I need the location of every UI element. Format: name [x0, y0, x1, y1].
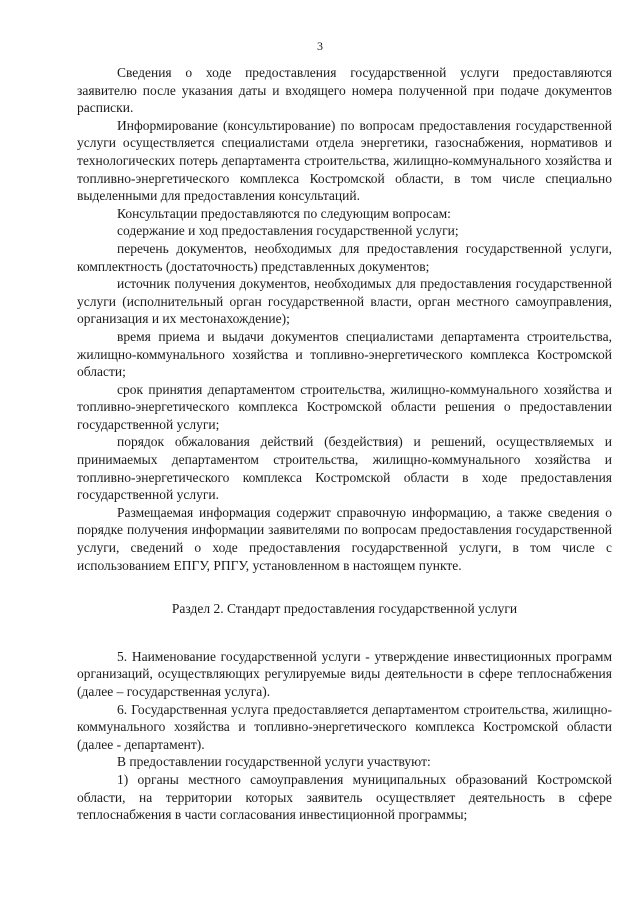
- paragraph: срок принятия департаментом строительства, жилищно-коммунального хозяйства и топливно-энергетического комплекса Костромской области решения о предоставлении государственной услуги;: [77, 381, 612, 432]
- paragraph: время приема и выдачи документов специалистами департамента строительства, жилищно-коммунального хозяйства и топливно-энергетического комплекса Костромской области;: [77, 328, 612, 380]
- page-number: 3: [317, 39, 323, 53]
- paragraph: источник получения документов, необходимых для предоставления государственной услуги (исполнительный орган государственной власти, орган местного самоуправления, организация и их местонахождение);: [77, 276, 612, 327]
- paragraph: Размещаемая информация содержит справочную информацию, а также сведения о порядке получения информации заявителями по вопросам предоставления государственной услуги, сведений о ходе предоставления государственной услуги, в том числе с использованием ЕПГУ, РПГУ, установленном в настоящем пункте.: [77, 504, 612, 573]
- paragraph: порядок обжалования действий (бездействия) и решений, осуществляемых и принимаемых департаментом строительства, жилищно-коммунального хозяйства и топливно-энергетического комплекса Костромской области в ходе предоставления государственной услуги.: [77, 434, 612, 503]
- paragraph: перечень документов, необходимых для предоставления государственной услуги, комплектность (достаточность) представленных документов;: [77, 240, 612, 274]
- paragraph: 5. Наименование государственной услуги - утверждение инвестиционных программ организаций, осуществляющих регулируемые виды деятельности в сфере теплоснабжения (далее – государственная услуга).: [77, 648, 612, 699]
- paragraph: Сведения о ходе предоставления государственной услуги предоставляются заявителю после указания даты и входящего номера полученной при подаче документов расписки.: [77, 65, 612, 116]
- paragraph: 1) органы местного самоуправления муниципальных образований Костромской области, на территории которых заявитель осуществляет деятельность в сфере теплоснабжения в части согласования инвестиционной программы;: [77, 771, 612, 823]
- paragraph: содержание и ход предоставления государственной услуги;: [117, 223, 459, 239]
- document-body: [77, 64, 612, 824]
- section-title: Раздел 2. Стандарт предоставления государственной услуги: [171, 601, 518, 617]
- paragraph: 6. Государственная услуга предоставляется департаментом строительства, жилищно-коммунального хозяйства и топливно-энергетического комплекса Костромской области (далее - департамент).: [77, 701, 612, 752]
- paragraph: Информирование (консультирование) по вопросам предоставления государственной услуги осуществляется специалистами отдела энергетики, газоснабжения, нормативов и технологических потерь департамента строительства, жилищно-коммунального хозяйства и топливно-энергетического комплекса Костромской области, в том числе специально выделенными для предоставления консультаций.: [77, 117, 612, 204]
- paragraph: В предоставлении государственной услуги участвуют:: [117, 754, 431, 770]
- paragraph: Консультации предоставляются по следующим вопросам:: [117, 205, 451, 221]
